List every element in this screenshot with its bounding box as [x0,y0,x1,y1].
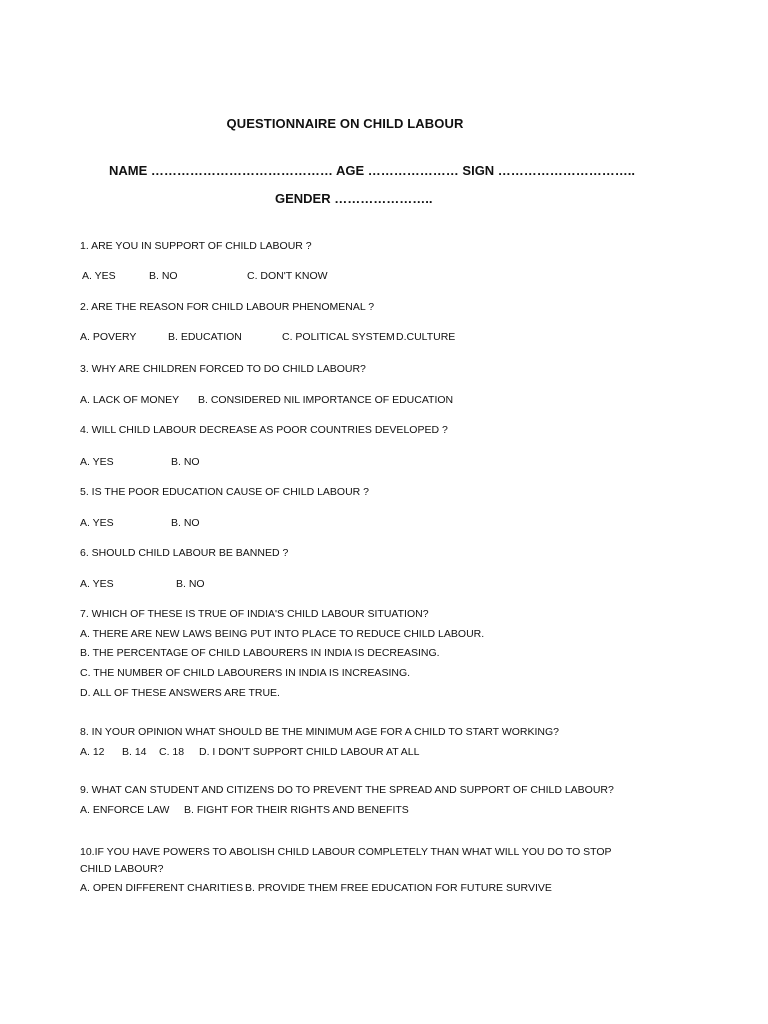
option-8c: C. 18 [159,746,185,758]
option-7d: D. ALL OF THESE ANSWERS ARE TRUE. [80,687,280,699]
answer-options-5 [80,516,200,530]
option-7b: B. THE PERCENTAGE OF CHILD LABOURERS IN INDIA IS DECREASING. [80,647,440,659]
option-10b: B. PROVIDE THEM FREE EDUCATION FOR FUTURE SURVIVE [245,882,552,894]
answer-options-10 [80,881,552,895]
question-6: 6. SHOULD CHILD LABOUR BE BANNED ? [80,547,289,559]
answer-options-6 [80,577,205,591]
option-3a: A. LACK OF MONEY [80,394,180,406]
question-9: 9. WHAT CAN STUDENT AND CITIZENS DO TO PREVENT THE SPREAD AND SUPPORT OF CHILD LABOUR? [80,784,614,796]
option-2b: B. EDUCATION [168,331,242,343]
question-3: 3. WHY ARE CHILDREN FORCED TO DO CHILD LABOUR? [80,363,366,375]
option-9b: B. FIGHT FOR THEIR RIGHTS AND BENEFITS [184,804,409,816]
answer-options-8 [80,745,419,759]
question-7: 7. WHICH OF THESE IS TRUE OF INDIA'S CHILD LABOUR SITUATION? [80,608,429,620]
option-6b: B. NO [176,578,205,590]
name-age-sign-line: NAME …………………………………… AGE ………………… SIGN ………………………….. [109,163,636,178]
option-1a: A. YES [82,270,116,282]
option-7c: C. THE NUMBER OF CHILD LABOURERS IN INDIA IS INCREASING. [80,667,411,679]
answer-options-4 [80,455,200,469]
option-6a: A. YES [80,578,114,590]
question-5: 5. IS THE POOR EDUCATION CAUSE OF CHILD LABOUR ? [80,486,370,498]
option-4a: A. YES [80,456,114,468]
option-8a: A. 12 [80,746,105,758]
option-3b: B. CONSIDERED NIL IMPORTANCE OF EDUCATION [198,394,454,406]
answer-options-9 [80,803,409,817]
gender-line: GENDER ………………….. [275,191,433,206]
question-4: 4. WILL CHILD LABOUR DECREASE AS POOR COUNTRIES DEVELOPED ? [80,424,448,436]
option-1b: B. NO [149,270,178,282]
question-10-line-1: 10.IF YOU HAVE POWERS TO ABOLISH CHILD LABOUR COMPLETELY THAN WHAT WILL YOU DO TO STOP [80,846,612,858]
question-2: 2. ARE THE REASON FOR CHILD LABOUR PHENOMENAL ? [80,301,375,313]
document-title: QUESTIONNAIRE ON CHILD LABOUR [226,116,464,131]
answer-options-2 [80,330,455,344]
answer-options-3 [80,393,453,407]
question-8: 8. IN YOUR OPINION WHAT SHOULD BE THE MINIMUM AGE FOR A CHILD TO START WORKING? [80,726,559,738]
option-10a: A. OPEN DIFFERENT CHARITIES [80,882,244,894]
option-4b: B. NO [171,456,200,468]
answer-options-1 [82,269,328,283]
question-10-line-2: CHILD LABOUR? [80,863,164,875]
option-2a: A. POVERY [80,331,137,343]
option-5b: B. NO [171,517,200,529]
question-1: 1. ARE YOU IN SUPPORT OF CHILD LABOUR ? [80,240,312,252]
option-5a: A. YES [80,517,114,529]
option-7a: A. THERE ARE NEW LAWS BEING PUT INTO PLACE TO REDUCE CHILD LABOUR. [80,628,485,640]
option-8b: B. 14 [122,746,147,758]
option-8d: D. I DON'T SUPPORT CHILD LABOUR AT ALL [199,746,420,758]
option-1c: C. DON'T KNOW [247,270,328,282]
option-2d: D.CULTURE [396,331,456,343]
option-9a: A. ENFORCE LAW [80,804,170,816]
option-2c: C. POLITICAL SYSTEM [282,331,395,343]
